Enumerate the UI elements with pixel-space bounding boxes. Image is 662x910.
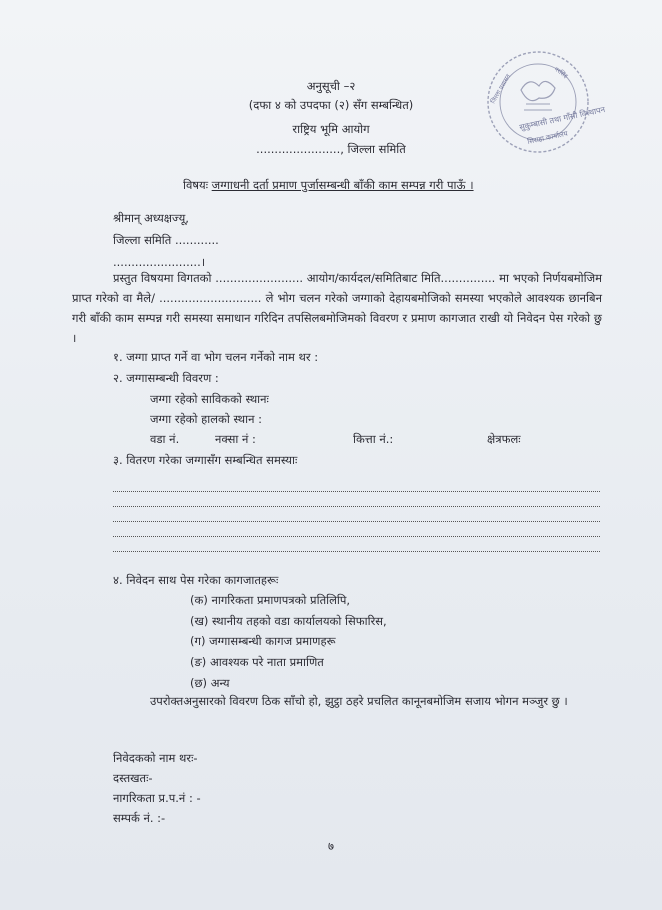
office-seal-stamp [476,44,606,156]
item-4: ४. निवेदन साथ पेस गरेका कागजातहरूः [113,573,279,587]
blank-line [113,536,600,537]
item-3: ३. वितरण गरेका जग्गासँग सम्बन्धित समस्याः [113,453,298,467]
svg-text:नरसिंह: नरसिंह [552,65,569,81]
blank-line [113,506,600,507]
doc-item: (ग) जग्गासम्बन्धी कागज प्रमाणहरू [190,634,336,648]
commission-name: राष्ट्रिय भूमि आयोग [292,122,370,136]
ward-number-label: वडा नं. [150,432,180,446]
item-1: १. जग्गा प्राप्त गर्ने वा भोग चलन गर्नेको नाम थर : [113,350,319,364]
applicant-name-label: निवेदकको नाम थरः- [113,751,198,765]
map-number-label: नक्सा नं : [215,432,256,446]
blank-line [113,551,600,552]
subject-line [183,179,474,193]
doc-item: (क) नागरिकता प्रमाणपत्रको प्रतिलिपि, [190,593,351,607]
plot-number-label: कित्ता नं.: [353,432,394,446]
svg-text:जिल्ला प्रशासन: जिल्ला प्रशासन [489,73,513,105]
item-2-current-location: जग्गा रहेको हालको स्थान : [150,412,262,426]
citizenship-number-label: नागरिकता प्र.प.नं : - [113,791,201,805]
doc-item: (छ) अन्य [190,676,230,690]
doc-item: (ङ) आवश्यक परे नाता प्रमाणित [190,655,324,669]
subject-label: विषयः [183,178,209,192]
body-paragraph: प्रस्तुत विषयमा विगतको ........................ आयोग/कार्यदल/समितिबाट मिति............... मा भएको निर्णयबमोजिम प्राप्त गरेको वा मैले/ ............................ ले भोग चलन गरेको जग्गाको देहायबमोजिको समस्या भएकोले आवश्यक छानबिन गरी बाँकी काम सम्पन्न गरी समस्या समाधान गरिदिन तपसिलबमोजिमको विवरण र प्रमाण कागजात राखी यो निवेदन पेस गरेको छु । [72,271,602,345]
area-label: क्षेत्रफलः [487,432,521,446]
address-committee: जिल्ला समिति ............ [113,233,219,247]
svg-text:सुकुम्बासी तथा गाँसी विस्थापन: सुकुम्बासी तथा गाँसी विस्थापन [518,104,606,132]
item-2-former-location: जग्गा रहेको साविकको स्थानः [150,392,269,406]
signature-label: दस्तखतः- [113,771,153,785]
doc-item: (ख) स्थानीय तहको वडा कार्यालयको सिफारिस, [190,614,387,628]
svg-text:सिराहा कार्यालय: सिराहा कार्यालय [526,129,569,146]
district-committee: ......................., जिल्ला समिति [256,142,406,156]
page-number: ७ [328,839,334,853]
subject-text: जग्गाधनी दर्ता प्रमाण पुर्जासम्बन्धी बाँकी काम सम्पन्न गरी पाऊँ । [211,178,474,192]
declaration: उपरोक्तअनुसारको विवरण ठिक साँचो हो, झुट्ठा ठहरे प्रचलित कानूनबमोजिम सजाय भोगन मञ्जुर छु । [150,694,568,708]
schedule-title: अनुसूची –२ [306,79,356,93]
address-blank: ........................। [113,255,206,269]
blank-line [113,521,600,522]
item-2: २. जग्गासम्बन्धी विवरण : [113,371,219,385]
clause-reference: (दफा ४ को उपदफा (२) सँग सम्बन्धित) [248,98,414,112]
salutation: श्रीमान् अध्यक्षज्यू, [113,211,189,225]
blank-line [113,491,600,492]
contact-number-label: सम्पर्क नं. :- [113,811,166,825]
